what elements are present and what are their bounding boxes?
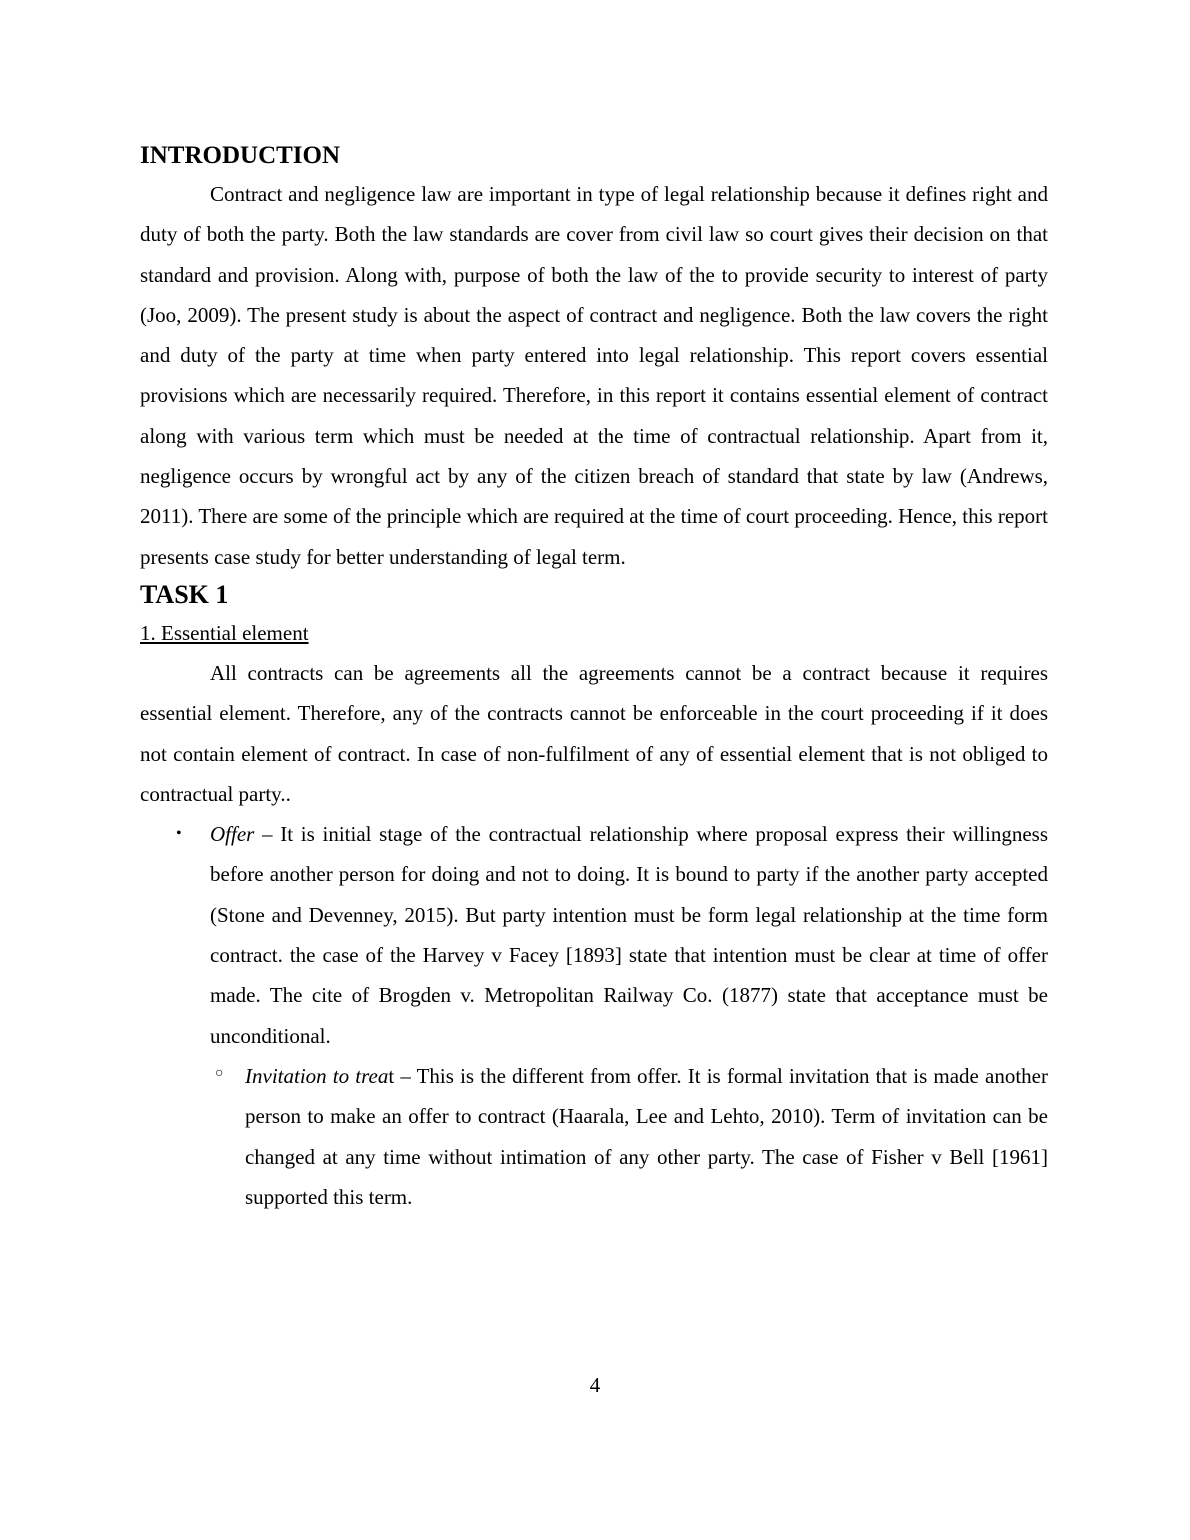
document-page — [140, 138, 1048, 1217]
list-item-invitation-to-treat — [210, 1056, 1048, 1217]
list-item-offer — [140, 814, 1048, 1217]
task-1-heading: TASK 1 — [140, 579, 229, 609]
page-number: 4 — [589, 1373, 601, 1397]
bullet-icon: • — [176, 825, 182, 843]
invitation-to-treat-description: t – This is the different from offer. It is formal invitation that is made another person to make an offer to contract (Haarala, Lee and Lehto, 2010). Term of invitation can be changed at any time without intimation of any other party. The case of Fisher v Bell [1961] supported this term. — [245, 1063, 1048, 1209]
essential-element-paragraph: All contracts can be agreements all the agreements cannot be a contract because it requires essential element. Therefore, any of the contracts cannot be enforceable in the court proceeding if it does not contain element of contract. In case of non-fulfilment of any of essential element that is not obliged to contractual party.. — [140, 660, 1048, 806]
offer-sub-list — [210, 1056, 1048, 1217]
introduction-paragraph: Contract and negligence law are important in type of legal relationship because it defines right and duty of both the party. Both the law standards are cover from civil law so court gives their decision on that standard and provision. Along with, purpose of both the law of the to provide security to interest of party (Joo, 2009). The present study is about the aspect of contract and negligence. Both the law covers the right and duty of the party at time when party entered into legal relationship. This report covers essential provisions which are necessarily required. Therefore, in this report it contains essential element of contract along with various term which must be needed at the time of contractual relationship. Apart from it, negligence occurs by wrongful act by any of the citizen breach of standard that state by law (Andrews, 2011). There are some of the principle which are required at the time of court proceeding. Hence, this report presents case study for better understanding of legal term. — [140, 182, 1048, 569]
offer-description: – It is initial stage of the contractual relationship where proposal express their willingness before another person for doing and not to doing. It is bound to party if the another party accepted (Stone and Devenney, 2015). But party intention must be form legal relationship at the time form contract. the case of the Harvey v Facey [1893] state that intention must be clear at time of offer made. The cite of Brogden v. Metropolitan Railway Co. (1877) state that acceptance must be unconditional. — [210, 822, 1048, 1048]
introduction-heading: INTRODUCTION — [140, 142, 341, 169]
hollow-circle-bullet-icon: ○ — [215, 1065, 224, 1081]
element-bullet-list — [140, 814, 1048, 1217]
invitation-to-treat-term: Invitation to trea — [245, 1063, 389, 1088]
offer-term: Offer — [210, 822, 255, 847]
essential-element-subheading: 1. Essential element — [140, 620, 309, 645]
